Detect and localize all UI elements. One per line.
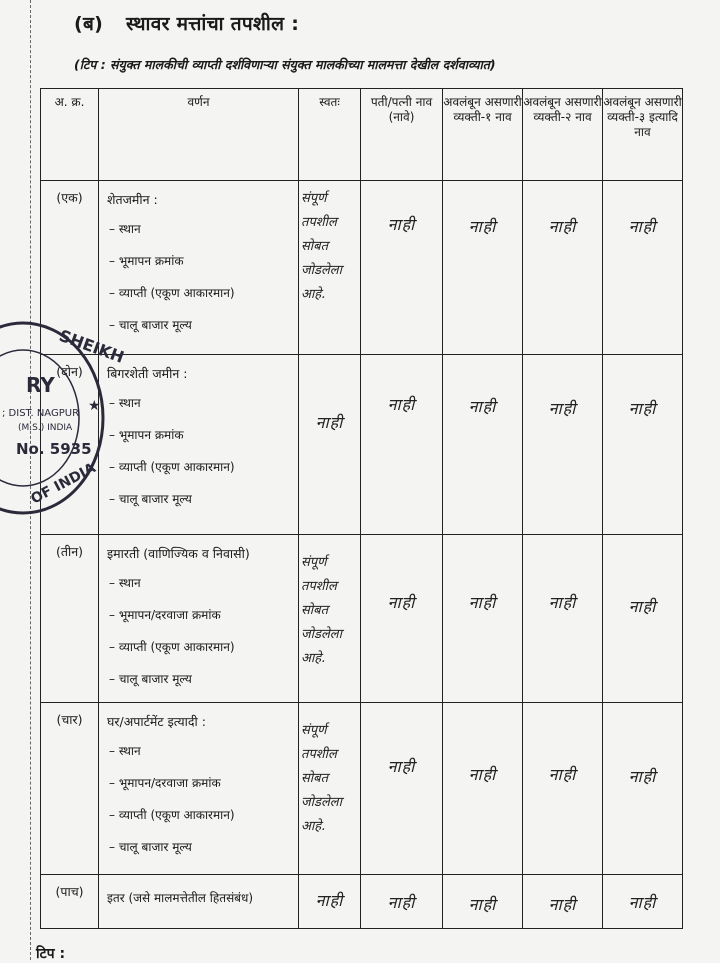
col-header-self: स्वतः bbox=[299, 89, 361, 181]
svg-text:SHEIKH: SHEIKH bbox=[56, 325, 127, 367]
row-heading: शेतजमीन : bbox=[107, 192, 158, 207]
col-header-dependent-2: अवलंबून असणारी व्यक्ती-२ नाव bbox=[523, 89, 603, 181]
dependent-3-entry: नाही bbox=[603, 535, 683, 703]
row-description bbox=[99, 703, 299, 875]
dependent-1-entry: नाही bbox=[443, 703, 523, 875]
dependent-1-entry: नाही bbox=[443, 355, 523, 535]
row-item: – भूमापन/दरवाजा क्रमांक bbox=[109, 776, 221, 790]
table-row bbox=[41, 535, 683, 703]
table-header-row bbox=[41, 89, 683, 181]
section-note: (टिप : संयुक्त मालकीची व्याप्ती दर्शविणाऱ्या संयुक्त मालकीच्या मालमत्ता देखील दर्शवाव्यात) bbox=[74, 57, 496, 72]
col-header-serial: अ. क्र. bbox=[41, 89, 99, 181]
dependent-1-entry: नाही bbox=[443, 181, 523, 355]
row-heading: इतर (जसे मालमत्तेतील हितसंबंध) bbox=[107, 891, 254, 905]
self-entry: संपूर्ण तपशील सोबत जोडलेला आहे. bbox=[299, 181, 361, 355]
col-header-spouse: पती/पत्नी नाव (नावे) bbox=[361, 89, 443, 181]
dependent-1-entry: नाही bbox=[443, 875, 523, 929]
svg-text:OF INDIA: OF INDIA bbox=[28, 460, 99, 508]
row-item: – व्याप्ती (एकूण आकारमान) bbox=[109, 640, 235, 654]
svg-text:★: ★ bbox=[88, 398, 101, 414]
row-item: – चालू बाजार मूल्य bbox=[109, 840, 192, 854]
dependent-1-entry: नाही bbox=[443, 535, 523, 703]
section-number: (ब) bbox=[74, 13, 104, 35]
row-item: – चालू बाजार मूल्य bbox=[109, 318, 192, 332]
dependent-3-entry: नाही bbox=[603, 703, 683, 875]
dependent-2-entry: नाही bbox=[523, 875, 603, 929]
row-serial: (तीन) bbox=[41, 535, 99, 703]
col-header-description: वर्णन bbox=[99, 89, 299, 181]
row-heading: इमारती (वाणिज्यिक व निवासी) bbox=[107, 546, 250, 561]
dependent-2-entry: नाही bbox=[523, 703, 603, 875]
row-serial: (पाच) bbox=[41, 875, 99, 929]
row-item: – स्थान bbox=[109, 222, 141, 236]
row-item: – व्याप्ती (एकूण आकारमान) bbox=[109, 286, 235, 300]
row-item: – स्थान bbox=[109, 396, 141, 410]
table-row bbox=[41, 703, 683, 875]
dependent-3-entry: नाही bbox=[603, 181, 683, 355]
row-item: – भूमापन क्रमांक bbox=[109, 428, 184, 442]
dependent-2-entry: नाही bbox=[523, 535, 603, 703]
spouse-entry: नाही bbox=[361, 535, 443, 703]
self-entry: नाही bbox=[299, 875, 361, 929]
col-header-dependent-1: अवलंबून असणारी व्यक्ती-१ नाव bbox=[443, 89, 523, 181]
section-heading: स्थावर मत्तांचा तपशील : bbox=[126, 13, 300, 35]
row-description bbox=[99, 181, 299, 355]
row-serial: (दोन) bbox=[41, 355, 99, 535]
self-entry: संपूर्ण तपशील सोबत जोडलेला आहे. bbox=[299, 703, 361, 875]
row-item: – चालू बाजार मूल्य bbox=[109, 672, 192, 686]
svg-text:; DIST. NAGPUR: ; DIST. NAGPUR bbox=[2, 408, 80, 419]
row-item: – चालू बाजार मूल्य bbox=[109, 492, 192, 506]
dependent-2-entry: नाही bbox=[523, 355, 603, 535]
svg-text:No. 5935: No. 5935 bbox=[16, 440, 92, 458]
row-heading: घर/अपार्टमेंट इत्यादी : bbox=[107, 714, 206, 729]
row-item: – स्थान bbox=[109, 576, 141, 590]
row-heading: बिगरशेती जमीन : bbox=[107, 366, 188, 381]
dependent-3-entry: नाही bbox=[603, 355, 683, 535]
row-item: – व्याप्ती (एकूण आकारमान) bbox=[109, 460, 235, 474]
table-row bbox=[41, 181, 683, 355]
row-description bbox=[99, 535, 299, 703]
col-header-dependent-3: अवलंबून असणारी व्यक्ती-३ इत्यादि नाव bbox=[603, 89, 683, 181]
row-serial: (एक) bbox=[41, 181, 99, 355]
table-row bbox=[41, 355, 683, 535]
spouse-entry: नाही bbox=[361, 875, 443, 929]
self-entry: संपूर्ण तपशील सोबत जोडलेला आहे. bbox=[299, 535, 361, 703]
table-row bbox=[41, 875, 683, 929]
row-item: – व्याप्ती (एकूण आकारमान) bbox=[109, 808, 235, 822]
row-item: – भूमापन/दरवाजा क्रमांक bbox=[109, 608, 221, 622]
spouse-entry: नाही bbox=[361, 181, 443, 355]
section-title bbox=[74, 10, 299, 36]
row-description bbox=[99, 355, 299, 535]
spouse-entry: नाही bbox=[361, 703, 443, 875]
self-entry: नाही bbox=[299, 355, 361, 535]
footer-note: टिप : bbox=[36, 946, 66, 962]
immovable-assets-table bbox=[40, 88, 683, 929]
row-serial: (चार) bbox=[41, 703, 99, 875]
spouse-entry: नाही bbox=[361, 355, 443, 535]
row-description bbox=[99, 875, 299, 929]
dependent-3-entry: नाही bbox=[603, 875, 683, 929]
row-item: – स्थान bbox=[109, 744, 141, 758]
row-item: – भूमापन क्रमांक bbox=[109, 254, 184, 268]
dependent-2-entry: नाही bbox=[523, 181, 603, 355]
svg-text:(M.S.) INDIA: (M.S.) INDIA bbox=[18, 423, 73, 433]
svg-text:RY: RY bbox=[26, 373, 55, 397]
